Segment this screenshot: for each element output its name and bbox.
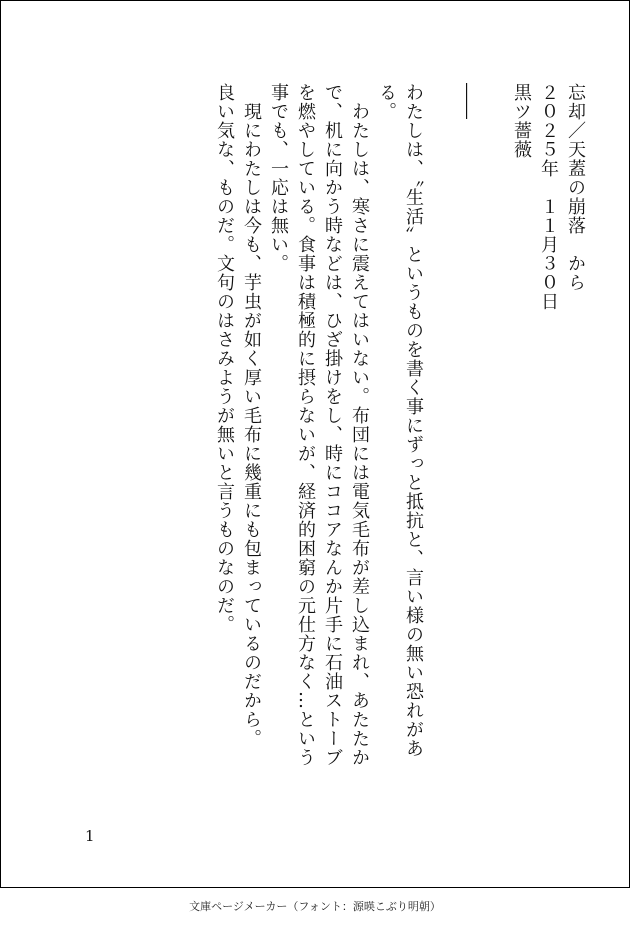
separator-dash: ―― bbox=[457, 83, 478, 119]
blank-line bbox=[427, 83, 454, 783]
body-paragraph: 良い気な、ものだ。文句のはさみようが無いと言うものなのだ。 bbox=[214, 83, 235, 634]
body-paragraph: 現にわたしは今も、芋虫が如く厚い毛布に幾重にも包まっているのだから。 bbox=[241, 83, 262, 748]
footer-credit: 文庫ページメーカー（フォント：源暎こぶり明朝） bbox=[189, 900, 441, 913]
date-line: ２０２５年 １１月３０日 bbox=[538, 83, 559, 311]
page-number: 1 bbox=[85, 827, 95, 845]
body-paragraph: わたしは、〝生活〟というものを書く事にずっと抵抗と、言い様の無い恐れがある。 bbox=[376, 83, 424, 758]
vertical-text-column bbox=[211, 83, 589, 783]
work-title: 忘却／天蓋の崩落 から bbox=[565, 83, 586, 292]
author-name: 黒ツ薔薇 bbox=[511, 83, 532, 159]
body-paragraph: わたしは、寒さに震えてはいない。布団には電気毛布が差し込まれ、あたたかで、机に向かう時などは、ひざ掛けをし、時にココアなんか片手に石油ストーブを燃やしている。食事は積極的に摂らないが、経済的困窮の元仕方なく…という事でも、一応は無い。 bbox=[268, 83, 370, 767]
blank-line bbox=[481, 83, 508, 783]
